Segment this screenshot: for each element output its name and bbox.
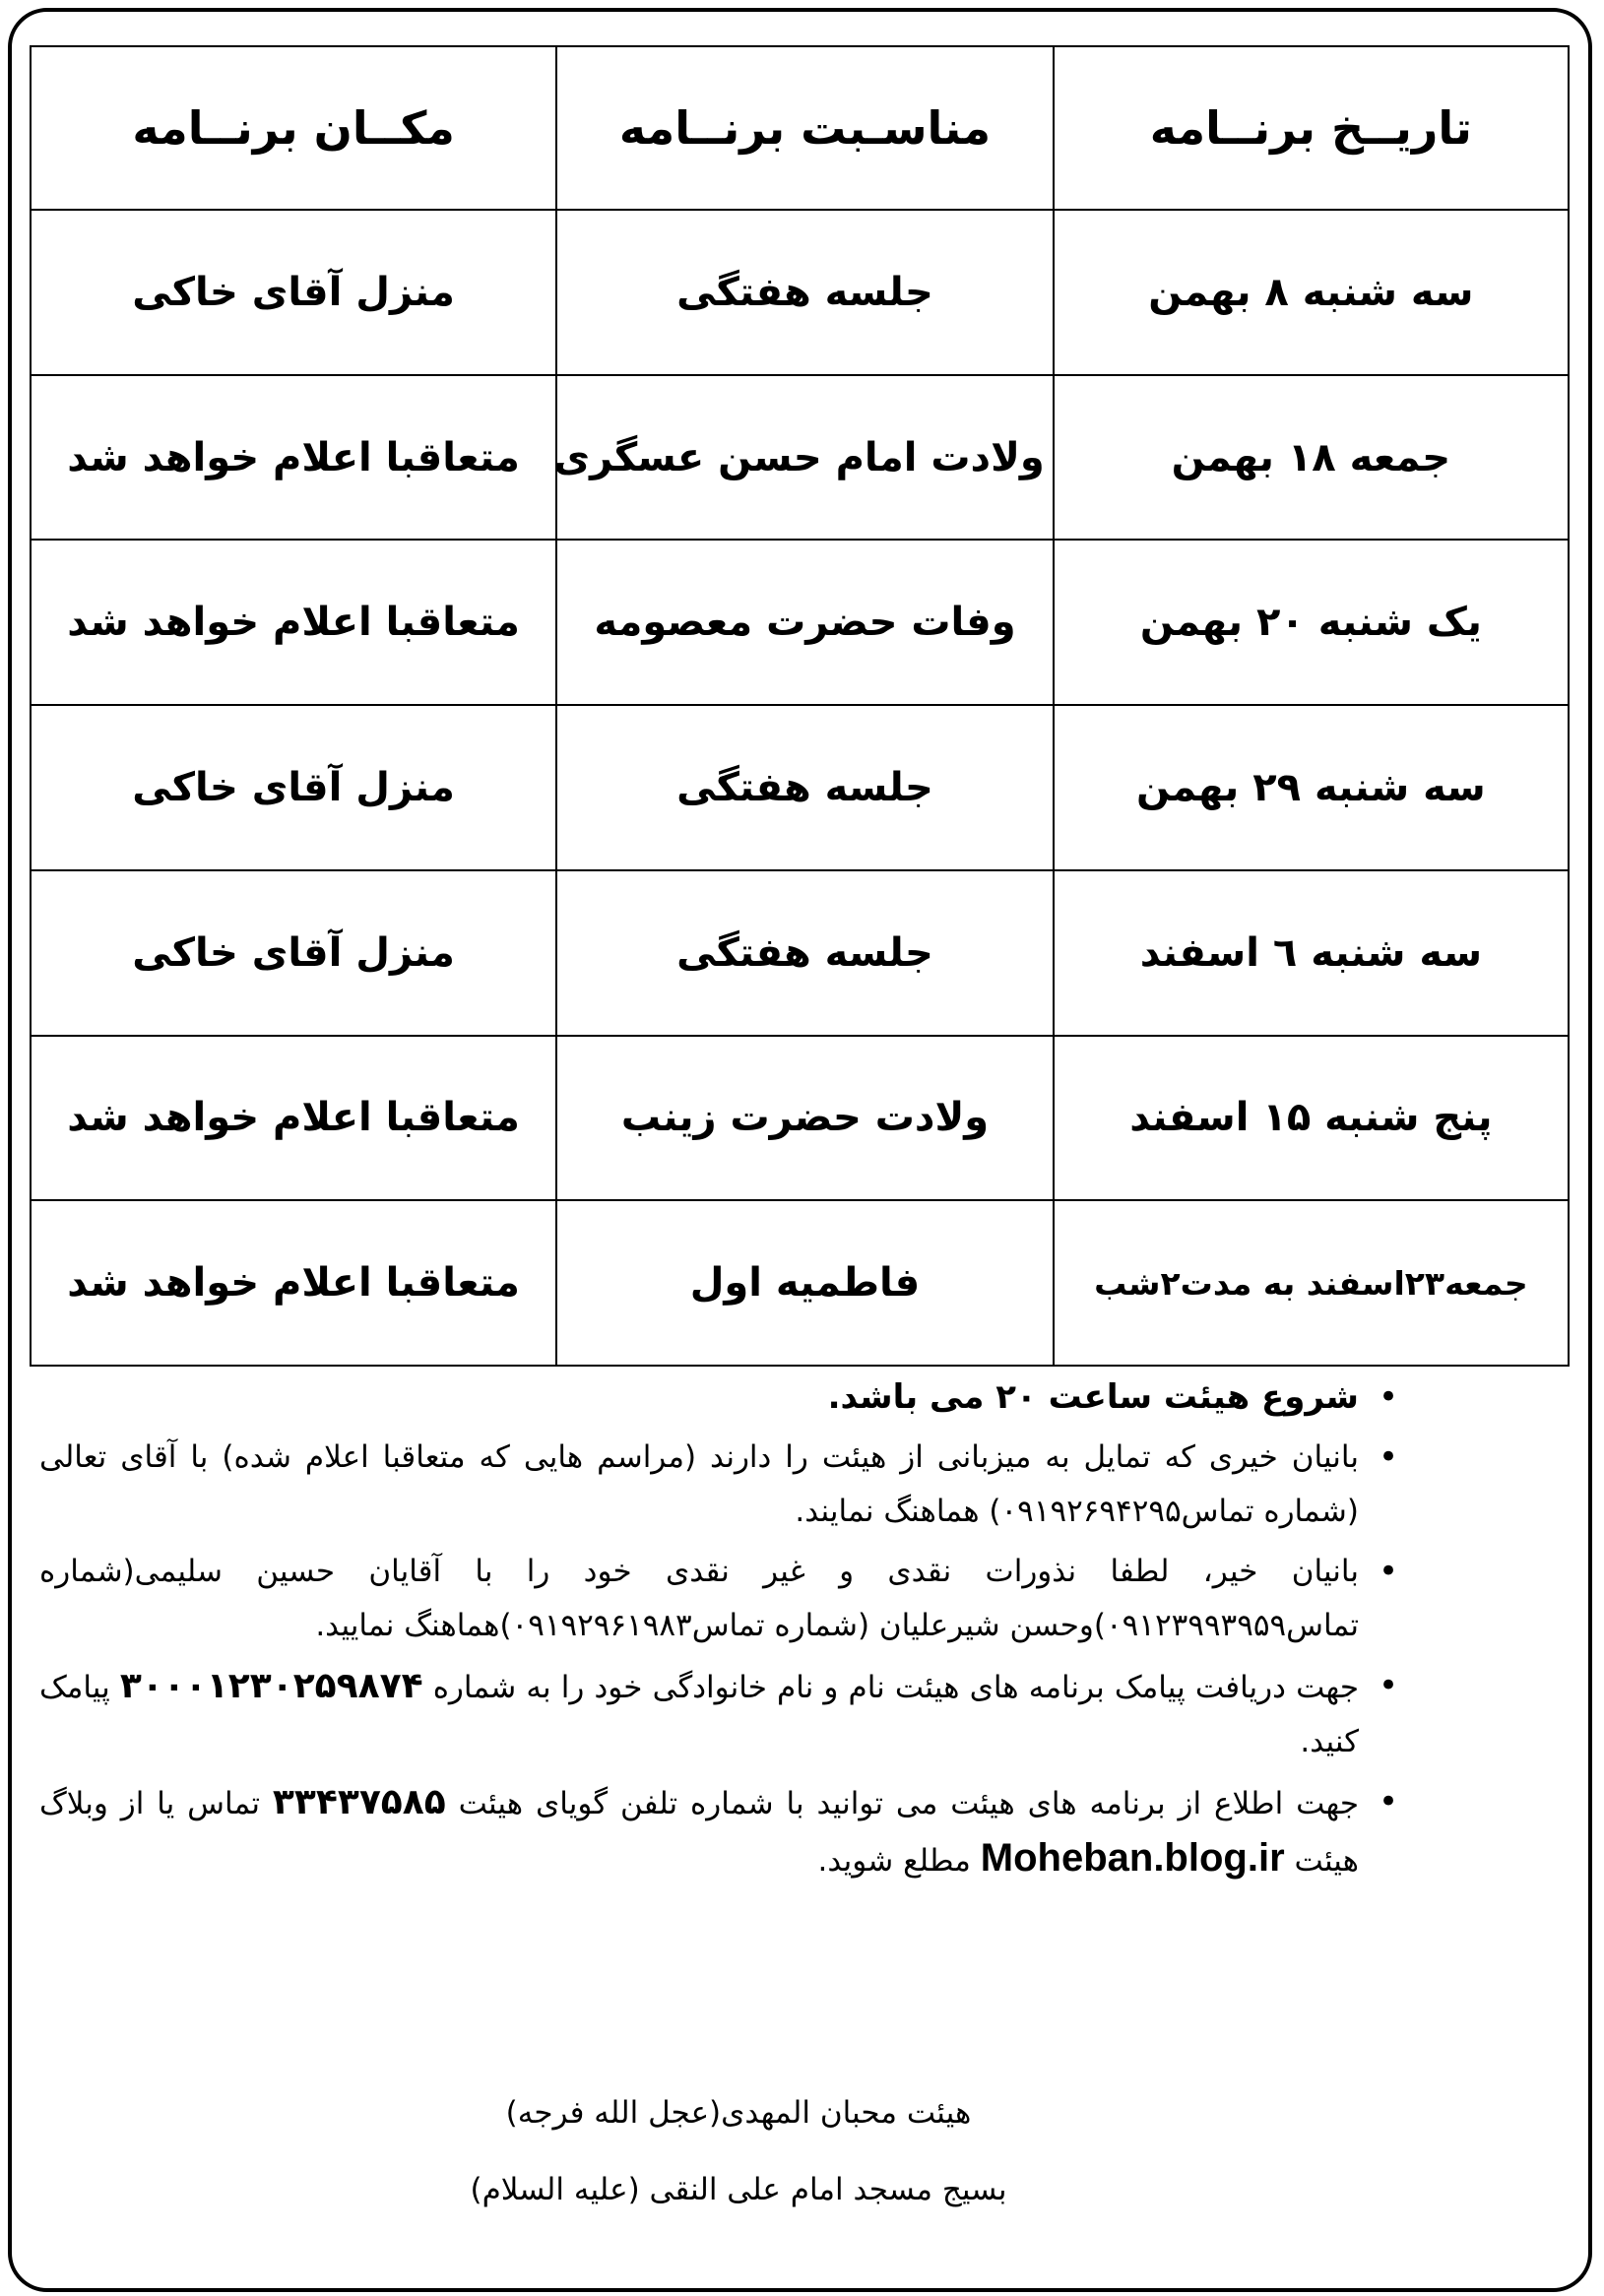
cell-date: سه شنبه ۲۹ بهمن (1054, 705, 1569, 870)
cell-date: پنج شنبه ۱۵ اسفند (1054, 1036, 1569, 1201)
bullet-icon: • (1378, 1552, 1398, 1591)
cell-date: یک شنبه ۲۰ بهمن (1054, 540, 1569, 705)
table-header-row (31, 46, 1569, 210)
cell-location: منزل آقای خاکی (31, 210, 556, 375)
cell-occasion: جلسه هفتگی (556, 870, 1054, 1036)
note-donations: بانیان خیر، لطفا نذورات نقدی و غیر نقدی خود را با آقایان حسین سلیمی(شماره تماس۰۹۱۲۳۹۹۳۹۵۹)وحسن شیرعلیان (شماره تماس۰۹۱۹۲۹۶۱۹۸۳)هماهنگ نمایید. (39, 1554, 1359, 1643)
cell-date: سه شنبه ٦ اسفند (1054, 870, 1569, 1036)
note-info-mid: تماس یا از وبلاگ هیئت (39, 1786, 1359, 1879)
note-info-text: جهت اطلاع از برنامه های هیئت می توانید با شماره تلفن گویای هیئت (458, 1786, 1360, 1821)
note-sms-text: جهت دریافت پیامک برنامه های هیئت نام و نام خانوادگی خود را به شماره (432, 1670, 1359, 1705)
note-sms-number: ۳۰۰۰۱۲۳۰۲۵۹۸۷۴ (119, 1666, 423, 1706)
cell-location: منزل آقای خاکی (31, 705, 556, 870)
list-item (39, 1775, 1398, 1888)
note-start-time: شروع هیئت ساعت ۲۰ می باشد. (827, 1377, 1359, 1417)
table-row (31, 1036, 1569, 1201)
cell-location: متعاقبا اعلام خواهد شد (31, 1036, 556, 1201)
cell-occasion: ولادت حضرت زینب (556, 1036, 1054, 1201)
table-row (31, 540, 1569, 705)
bullet-icon: • (1378, 1782, 1398, 1821)
bullet-icon: • (1378, 1437, 1398, 1477)
footer-line-2: بسیج مسجد امام علی النقی (علیه السلام) (470, 2172, 1007, 2207)
list-item (39, 1371, 1398, 1425)
note-info-phone: ۳۳۴۳۷۵۸۵ (272, 1782, 446, 1822)
cell-occasion: جلسه هفتگی (556, 705, 1054, 870)
blog-link[interactable]: Moheban.blog.ir (980, 1836, 1285, 1880)
cell-occasion: وفات حضرت معصومه (556, 540, 1054, 705)
notes-list (39, 1371, 1398, 1888)
cell-location: متعاقبا اعلام خواهد شد (31, 1200, 556, 1366)
table-row (31, 210, 1569, 375)
cell-location: متعاقبا اعلام خواهد شد (31, 540, 556, 705)
list-item (39, 1431, 1398, 1539)
note-hosting: بانیان خیری که تمایل به میزبانی از هیئت را دارند (مراسم هایی که متعاقبا اعلام شده) با آقای تعالی (شماره تماس۰۹۱۹۲۶۹۴۲۹۵) هماهنگ نمایند. (39, 1439, 1359, 1529)
bullet-icon: • (1378, 1377, 1398, 1417)
cell-location: منزل آقای خاکی (31, 870, 556, 1036)
header-date: تاریــخ برنــامه (1054, 46, 1569, 210)
cell-location: متعاقبا اعلام خواهد شد (31, 375, 556, 541)
schedule-table (30, 45, 1570, 1367)
list-item (39, 1545, 1398, 1653)
bullet-icon: • (1378, 1666, 1398, 1705)
footer-line-1: هیئت محبان المهدی(عجل الله فرجه) (505, 2095, 972, 2131)
notes-section (39, 1371, 1398, 1894)
table-row (31, 375, 1569, 541)
cell-date: جمعه ۱۸ بهمن (1054, 375, 1569, 541)
cell-occasion: فاطمیه اول (556, 1200, 1054, 1366)
header-location: مکــان برنــامه (31, 46, 556, 210)
header-occasion: مناسـبت برنــامه (556, 46, 1054, 210)
note-sms-end: پیامک کنید. (39, 1670, 1359, 1759)
table-row (31, 870, 1569, 1036)
cell-occasion: ولادت امام حسن عسگری (556, 375, 1054, 541)
list-item (39, 1659, 1398, 1769)
table-row (31, 1200, 1569, 1366)
cell-date: سه شنبه ۸ بهمن (1054, 210, 1569, 375)
note-info-end: مطلع شوید. (817, 1843, 971, 1879)
table-row (31, 705, 1569, 870)
cell-occasion: جلسه هفتگی (556, 210, 1054, 375)
cell-date: جمعه۲۳اسفند به مدت۲شب (1054, 1200, 1569, 1366)
